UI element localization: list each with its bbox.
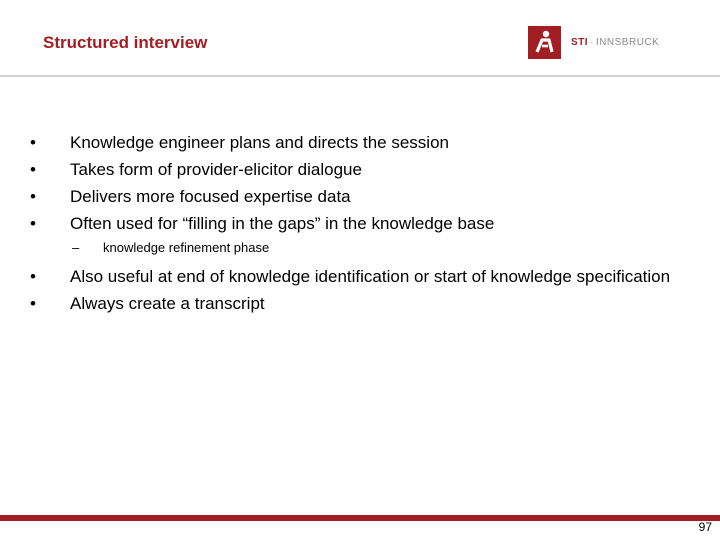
sti-innsbruck-logo <box>528 25 659 59</box>
logo-city: INNSBRUCK <box>595 36 660 48</box>
bullet-text: Delivers more focused expertise data <box>70 187 351 206</box>
logo-separator: · <box>590 36 594 48</box>
bullet-icon: • <box>30 294 36 313</box>
bullet-item <box>30 265 680 288</box>
bullet-item <box>30 292 680 315</box>
bullet-text: Often used for “filling in the gaps” in the knowledge base <box>70 214 495 233</box>
bullet-item <box>30 212 680 235</box>
bullet-text: Always create a transcript <box>70 294 265 313</box>
slide-content <box>30 131 680 319</box>
logo-brand: STI <box>571 36 589 48</box>
bullet-icon: • <box>30 160 36 179</box>
bullet-icon: • <box>30 187 36 206</box>
bullet-icon: • <box>30 267 36 286</box>
sti-logo-icon <box>528 26 561 59</box>
slide-title: Structured interview <box>43 33 208 52</box>
bullet-text: Takes form of provider-elicitor dialogue <box>70 160 362 179</box>
dash-icon: – <box>72 240 80 255</box>
header-divider <box>0 75 720 77</box>
logo-wordmark <box>571 37 659 48</box>
footer-bar <box>0 515 720 521</box>
page-number: 97 <box>698 520 712 534</box>
bullet-text: Knowledge engineer plans and directs the session <box>70 133 449 152</box>
bullet-icon: • <box>30 133 36 152</box>
sub-bullet-text: knowledge refinement phase <box>103 240 270 255</box>
bullet-icon: • <box>30 214 36 233</box>
bullet-text: Also useful at end of knowledge identification or start of knowledge specification <box>70 267 671 286</box>
bullet-item <box>30 158 680 181</box>
bullet-item <box>30 131 680 154</box>
bullet-item <box>30 185 680 208</box>
sub-bullet-item <box>72 239 680 257</box>
